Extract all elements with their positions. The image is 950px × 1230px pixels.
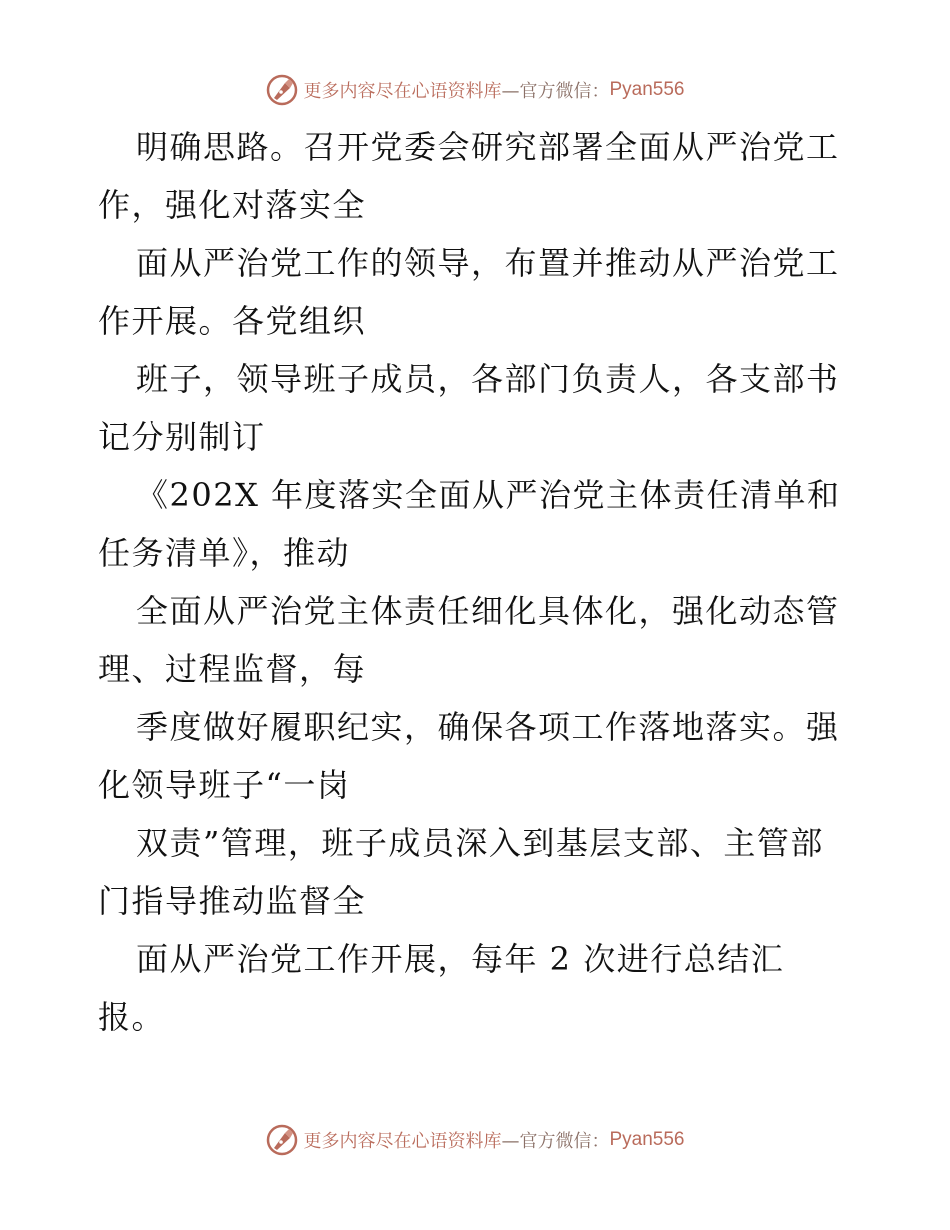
- text-line: 报。: [98, 998, 166, 1036]
- text-line: 双责”管理，班子成员深入到基层支部、主管部: [136, 824, 824, 862]
- text-line: 班子，领导班子成员，各部门负责人，各支部书: [136, 360, 840, 398]
- text-line: 面从严治党工作开展，每年 2 次进行总结汇: [136, 940, 785, 978]
- watermark-wechat-id: Pyan556: [609, 79, 685, 100]
- text-line: 记分别制订: [98, 418, 266, 456]
- text-line: 任务清单》，推动: [98, 534, 351, 572]
- watermark-site-text: 更多内容尽在心语资料库: [303, 1131, 502, 1152]
- text-line: 明确思路。召开党委会研究部署全面从严治党工: [136, 128, 840, 166]
- footer-watermark: [0, 1120, 950, 1160]
- text-line: 门指导推动监督全: [98, 882, 367, 920]
- text-line: 全面从严治党主体责任细化具体化，强化动态管: [136, 592, 840, 630]
- text-line: 化领导班子“一岗: [98, 766, 351, 804]
- text-line: 作开展。各党组织: [98, 302, 367, 340]
- pen-nib-logo-icon: [265, 73, 299, 107]
- pen-nib-logo-icon: [265, 1123, 299, 1157]
- document-body: [0, 118, 950, 1046]
- text-line: 作，强化对落实全: [98, 186, 367, 224]
- watermark-wechat-label: —官方微信：: [501, 81, 610, 102]
- header-watermark: [0, 70, 950, 110]
- watermark-wechat-label: —官方微信：: [501, 1131, 610, 1152]
- text-line: 面从严治党工作的领导，布置并推动从严治党工: [136, 244, 840, 282]
- text-line: 《202X 年度落实全面从严治党主体责任清单和: [136, 476, 841, 514]
- text-line: 理、过程监督，每: [98, 650, 367, 688]
- watermark-wechat-id: Pyan556: [609, 1129, 685, 1150]
- watermark-site-text: 更多内容尽在心语资料库: [303, 81, 502, 102]
- text-line: 季度做好履职纪实，确保各项工作落地落实。强: [136, 708, 840, 746]
